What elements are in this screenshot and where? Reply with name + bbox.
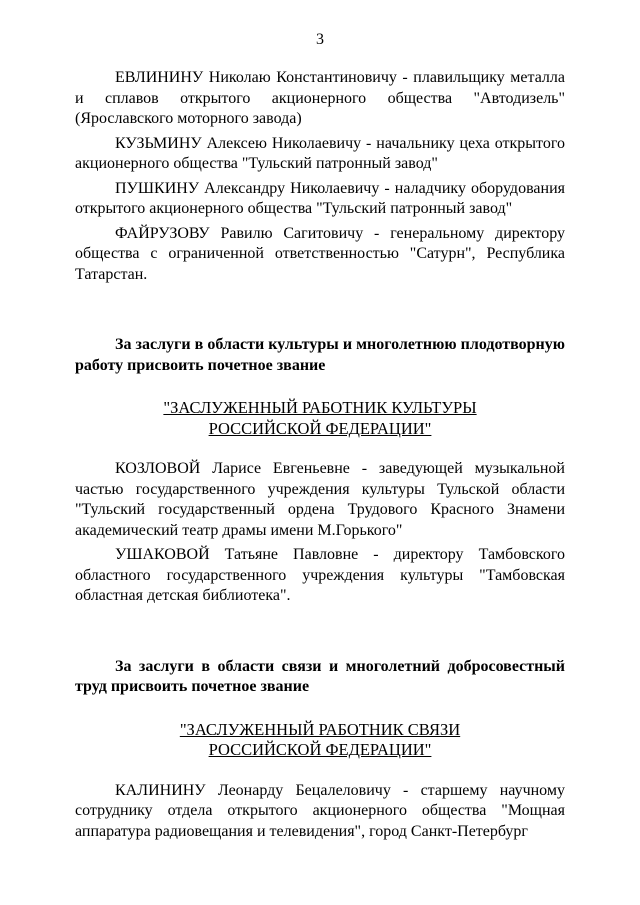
honorary-title-line: РОССИЙСКОЙ ФЕДЕРАЦИИ": [208, 418, 432, 438]
award-entry: КАЛИНИНУ Леонарду Бецалеловичу - старшему научному сотруднику отдела открытого акционерного общества "Мощная аппаратура радиовещания и телевидения", город Санкт-Петербург: [75, 781, 565, 840]
spacer: [75, 761, 565, 781]
spacer: [75, 698, 565, 720]
award-entry: ФАЙРУЗОВУ Равилю Сагитовичу - генеральному директору общества с ограниченной ответственностью "Сатурн", Республика Татарстан.: [75, 224, 565, 283]
section-awards-industry: [75, 68, 565, 285]
section-heading: За заслуги в области культуры и многолетнюю плодотворную работу присвоить почетное звание: [75, 336, 565, 374]
honorary-title-line: РОССИЙСКОЙ ФЕДЕРАЦИИ": [208, 740, 432, 759]
section-culture: [75, 335, 565, 607]
award-entry: УШАКОВОЙ Татьяне Павловне - директору Тамбовского областного государственного учреждения культуры "Тамбовская областная детская библиотека".: [75, 546, 565, 604]
spacer: [75, 376, 565, 398]
page-number: 3: [316, 31, 324, 48]
award-entry: ЕВЛИНИНУ Николаю Константиновичу - плавильщику металла и сплавов открытого акционерного общества "Автодизель" (Ярославского моторного завода): [75, 69, 565, 127]
spacer: [75, 285, 565, 335]
honorary-title-line: "ЗАСЛУЖЕННЫЙ РАБОТНИК СВЯЗИ: [179, 719, 461, 739]
document-body: [75, 68, 565, 842]
spacer: [75, 439, 565, 459]
section-heading: За заслуги в области связи и многолетний добросовестный труд присвоить почетное звание: [75, 657, 565, 695]
spacer: [75, 607, 565, 657]
section-communications: [75, 657, 565, 843]
award-entry: КОЗЛОВОЙ Ларисе Евгеньевне - заведующей музыкальной частью государственного учреждения культуры Тульской области "Тульский государственный ордена Трудового Красного Знамени академический театр драмы имени М.Горького": [75, 460, 565, 539]
honorary-title-line: "ЗАСЛУЖЕННЫЙ РАБОТНИК КУЛЬТУРЫ: [163, 398, 477, 417]
award-entry: КУЗЬМИНУ Алексею Николаевичу - начальнику цеха открытого акционерного общества "Тульский патронный завод": [75, 134, 565, 172]
award-entry: ПУШКИНУ Александру Николаевичу - наладчику оборудования открытого акционерного общества "Тульский патронный завод": [75, 179, 565, 217]
